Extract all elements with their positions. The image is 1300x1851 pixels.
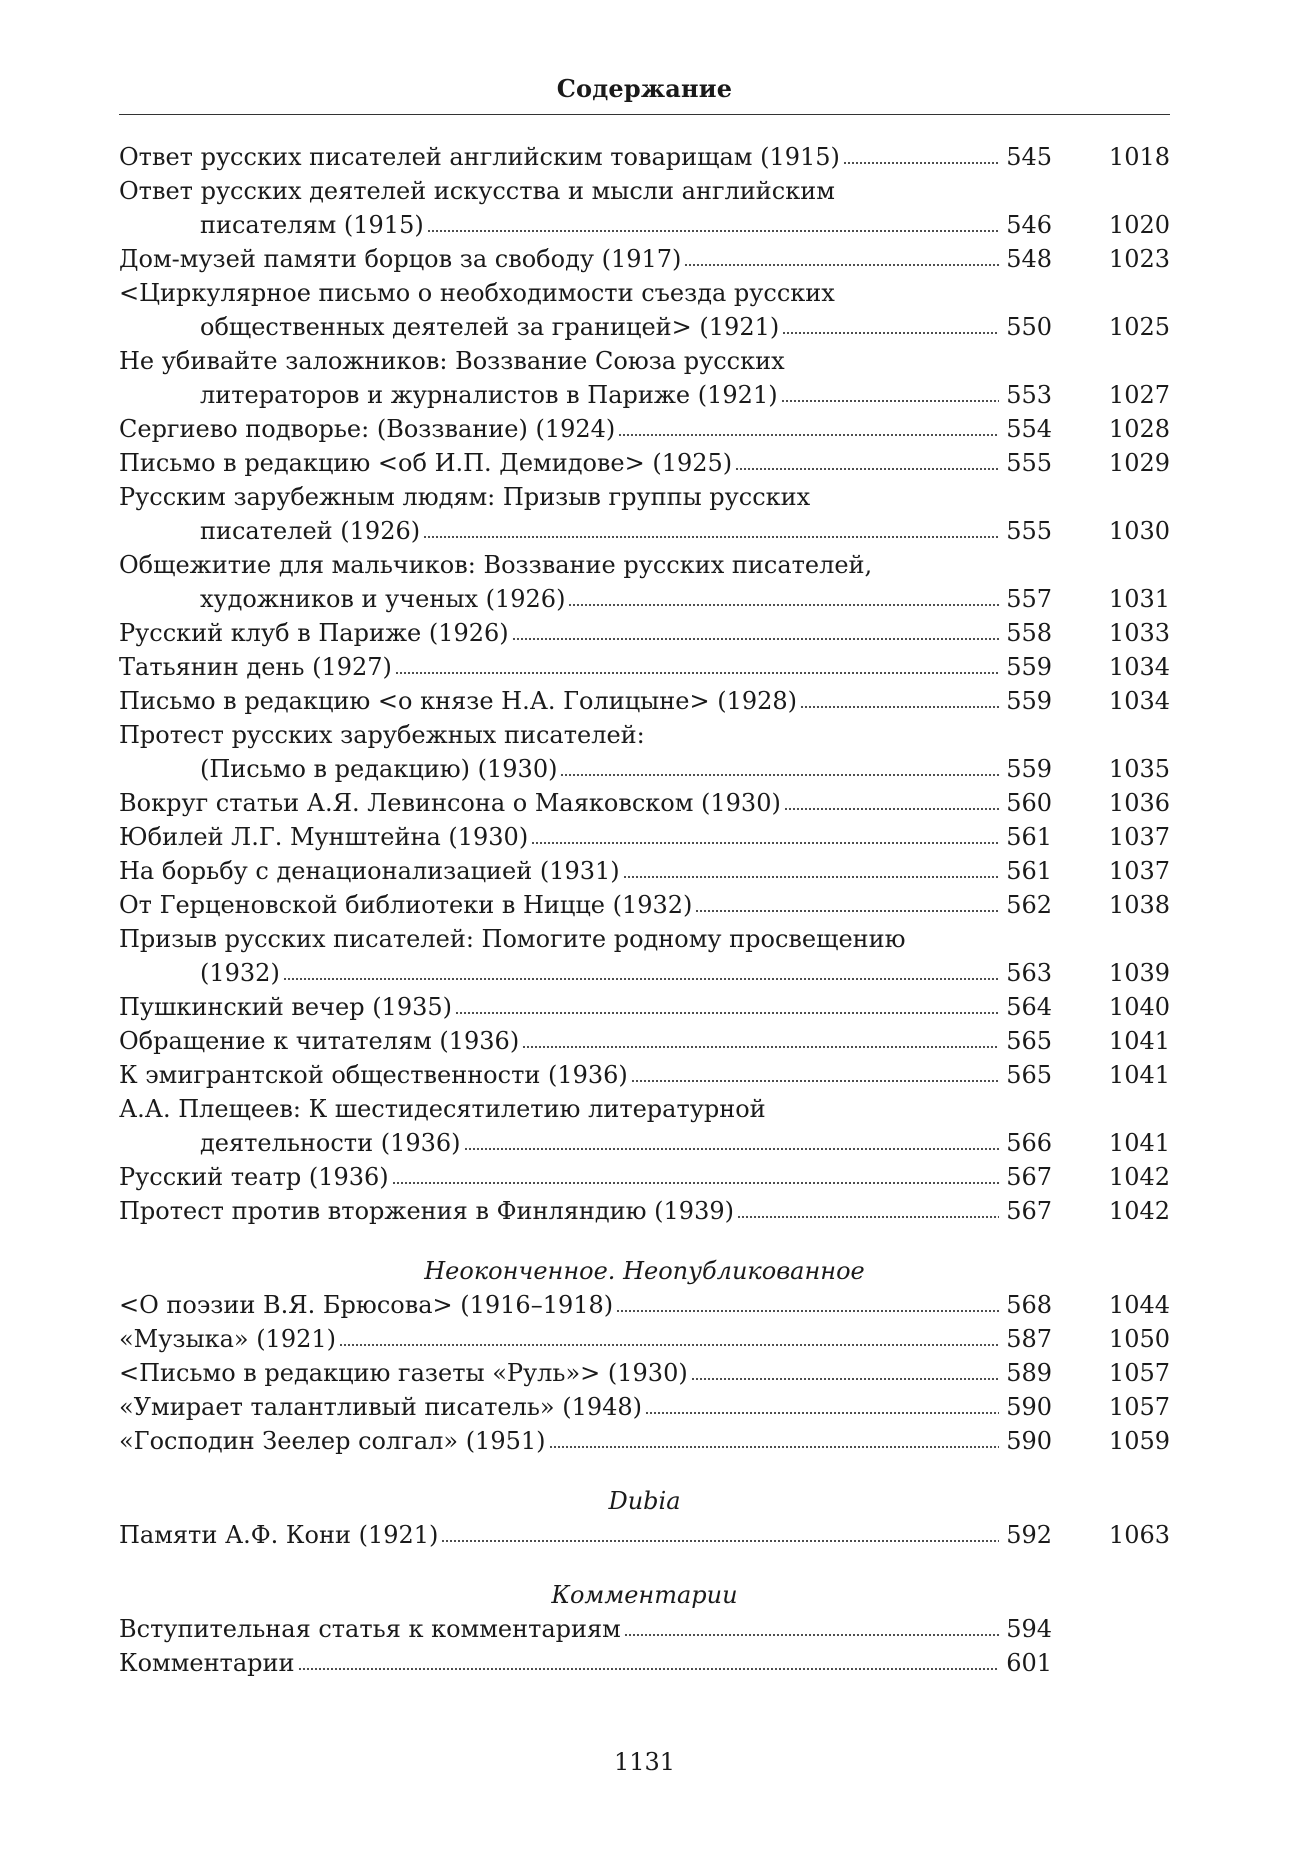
dot-leader (618, 429, 999, 437)
toc-page-number: 559 (1006, 755, 1052, 783)
toc-commentary-page-number: 1041 (1108, 1129, 1170, 1157)
toc-entry-line (119, 616, 1170, 650)
toc-entry-line (119, 446, 1170, 480)
toc-entry-title-line: Протест русских зарубежных писателей: (119, 721, 645, 749)
toc-commentary-page-number: 1050 (1108, 1325, 1170, 1353)
toc-entry-line (119, 650, 1170, 684)
dot-leader (800, 701, 999, 709)
dot-leader (395, 667, 999, 675)
toc-entry-title: Письмо в редакцию <об И.П. Демидове> (1925) (119, 449, 733, 477)
toc-entry[interactable] (119, 1160, 1170, 1194)
toc-entry[interactable] (119, 820, 1170, 854)
dot-leader (645, 1407, 999, 1415)
toc-entry-title: Юбилей Л.Г. Мунштейна (1930) (119, 823, 529, 851)
toc-commentary-page-number: 1031 (1108, 585, 1170, 613)
toc-commentary-page-number: 1042 (1108, 1197, 1170, 1225)
toc-entry-title: Ответ русских писателей английским товарищам (1915) (119, 143, 840, 171)
toc-page-number: 559 (1006, 653, 1052, 681)
toc-entry[interactable] (119, 1058, 1170, 1092)
toc-entry[interactable] (119, 854, 1170, 888)
toc-entry[interactable] (119, 1612, 1170, 1646)
toc-entry-line (119, 1024, 1170, 1058)
toc-entry-line (119, 1518, 1170, 1552)
toc-page-number: 562 (1006, 891, 1052, 919)
toc-entry-line (119, 752, 1170, 786)
toc-commentary-page-number: 1040 (1108, 993, 1170, 1021)
toc-commentary-page-number: 1023 (1108, 245, 1170, 273)
toc-entry[interactable] (119, 446, 1170, 480)
toc-entry-line (119, 1194, 1170, 1228)
dot-leader (531, 837, 999, 845)
toc-entry-title: <Письмо в редакцию газеты «Руль»> (1930) (119, 1359, 688, 1387)
toc-entry[interactable] (119, 1390, 1170, 1424)
toc-page-number: 550 (1006, 313, 1052, 341)
toc-entry-title-line: Русским зарубежным людям: Призыв группы русских (119, 483, 811, 511)
toc-entry[interactable] (119, 1194, 1170, 1228)
toc-entry-line (119, 378, 1170, 412)
toc-entry[interactable] (119, 786, 1170, 820)
dot-leader (624, 1629, 999, 1637)
toc-entry-title: «Умирает талантливый писатель» (1948) (119, 1393, 643, 1421)
toc-entry-line (119, 1646, 1170, 1680)
toc-entry[interactable] (119, 1424, 1170, 1458)
toc-entry-line (119, 140, 1170, 174)
dot-leader (455, 1007, 999, 1015)
toc-entry-title: литераторов и журналистов в Париже (1921) (200, 381, 778, 409)
toc-entry-line (119, 1424, 1170, 1458)
toc-commentary-page-number: 1034 (1108, 687, 1170, 715)
toc-entry-title: Татьянин день (1927) (119, 653, 392, 681)
toc-entry-title: Русский театр (1936) (119, 1163, 389, 1191)
toc-commentary-page-number: 1033 (1108, 619, 1170, 647)
toc-commentary-page-number: 1028 (1108, 415, 1170, 443)
dot-leader (781, 395, 999, 403)
toc-entry-title: Пушкинский вечер (1935) (119, 993, 452, 1021)
toc-entry[interactable] (119, 1092, 1170, 1160)
document-page (119, 0, 1170, 1851)
toc-entry-title: Вокруг статьи А.Я. Левинсона о Маяковском (1930) (119, 789, 781, 817)
toc-commentary-page-number: 1038 (1108, 891, 1170, 919)
toc-entry-line (119, 242, 1170, 276)
toc-entry-title: писателям (1915) (200, 211, 424, 239)
dot-leader (623, 871, 999, 879)
toc-entry[interactable] (119, 888, 1170, 922)
toc-entry-title: (Письмо в редакцию) (1930) (200, 755, 558, 783)
toc-commentary-page-number: 1029 (1108, 449, 1170, 477)
toc-page-number: 560 (1006, 789, 1052, 817)
section-gap (119, 1458, 1170, 1484)
toc-page-number: 592 (1006, 1521, 1052, 1549)
page-number: 1131 (613, 1748, 676, 1776)
toc-entry-title: К эмигрантской общественности (1936) (119, 1061, 628, 1089)
toc-page-number: 568 (1006, 1291, 1052, 1319)
dot-leader (392, 1177, 999, 1185)
dot-leader (737, 1211, 999, 1219)
toc-entry-title: От Герценовской библиотеки в Ницце (1932) (119, 891, 693, 919)
toc-commentary-page-number: 1034 (1108, 653, 1170, 681)
dot-leader (616, 1305, 999, 1313)
toc-entry[interactable] (119, 480, 1170, 548)
section-gap (119, 1552, 1170, 1578)
toc-commentary-page-number: 1030 (1108, 517, 1170, 545)
toc-commentary-page-number: 1020 (1108, 211, 1170, 239)
dot-leader (784, 803, 999, 811)
toc-entry-line (119, 888, 1170, 922)
toc-page-number: 567 (1006, 1163, 1052, 1191)
toc-entry-title-line: А.А. Плещеев: К шестидесятилетию литературной (119, 1095, 766, 1123)
toc-page-number: 594 (1006, 1615, 1052, 1643)
dot-leader (339, 1339, 999, 1347)
toc-commentary-page-number: 1036 (1108, 789, 1170, 817)
toc-page-number: 559 (1006, 687, 1052, 715)
toc-entry[interactable] (119, 1024, 1170, 1058)
toc-entry-line (119, 1612, 1170, 1646)
toc-entry-title-line: Призыв русских писателей: Помогите родному просвещению (119, 925, 906, 953)
toc-entry-line (119, 990, 1170, 1024)
toc-entry[interactable] (119, 276, 1170, 344)
toc-entry[interactable] (119, 344, 1170, 412)
toc-commentary-page-number: 1027 (1108, 381, 1170, 409)
toc-entry-title: Письмо в редакцию <о князе Н.А. Голицыне> (1928) (119, 687, 798, 715)
toc-entry[interactable] (119, 718, 1170, 786)
toc-page-number: 566 (1006, 1129, 1052, 1157)
toc-page-number: 590 (1006, 1427, 1052, 1455)
toc-page-number: 558 (1006, 619, 1052, 647)
toc-commentary-page-number: 1057 (1108, 1359, 1170, 1387)
toc-entry-line (119, 310, 1170, 344)
toc-entry-title: <О поэзии В.Я. Брюсова> (1916–1918) (119, 1291, 614, 1319)
dot-leader (843, 157, 999, 165)
toc-page-number: 564 (1006, 993, 1052, 1021)
toc-entry-line (119, 1322, 1170, 1356)
dot-leader (691, 1373, 999, 1381)
table-of-contents (119, 140, 1170, 1680)
section-heading: Неоконченное. Неопубликованное (424, 1257, 865, 1285)
section-heading: Dubia (608, 1487, 681, 1515)
toc-entry[interactable] (119, 1356, 1170, 1390)
dot-leader (512, 633, 999, 641)
toc-commentary-page-number: 1044 (1108, 1291, 1170, 1319)
dot-leader (522, 1041, 999, 1049)
dot-leader (695, 905, 999, 913)
dot-leader (298, 1663, 1000, 1671)
toc-page-number: 561 (1006, 857, 1052, 885)
toc-page-number: 545 (1006, 143, 1052, 171)
toc-page-number: 567 (1006, 1197, 1052, 1225)
toc-commentary-page-number: 1041 (1108, 1027, 1170, 1055)
toc-entry-title: Памяти А.Ф. Кони (1921) (119, 1521, 439, 1549)
dot-leader (441, 1535, 999, 1543)
toc-entry-line (119, 208, 1170, 242)
toc-commentary-page-number: 1025 (1108, 313, 1170, 341)
toc-entry-line (119, 412, 1170, 446)
toc-entry-title-line: <Циркулярное письмо о необходимости съезда русских (119, 279, 835, 307)
running-header: Содержание (556, 74, 733, 103)
header-rule (119, 114, 1170, 115)
dot-leader (782, 327, 999, 335)
toc-entry-line (119, 582, 1170, 616)
toc-entry[interactable] (119, 1288, 1170, 1322)
toc-page-number: 589 (1006, 1359, 1052, 1387)
dot-leader (560, 769, 999, 777)
section-gap (119, 1228, 1170, 1254)
toc-entry-line (119, 684, 1170, 718)
toc-entry-title: писателей (1926) (200, 517, 421, 545)
toc-commentary-page-number: 1041 (1108, 1061, 1170, 1089)
toc-entry-title: Вступительная статья к комментариям (119, 1615, 621, 1643)
toc-commentary-page-number: 1063 (1108, 1521, 1170, 1549)
toc-page-number: 554 (1006, 415, 1052, 443)
toc-page-number: 563 (1006, 959, 1052, 987)
toc-entry[interactable] (119, 1322, 1170, 1356)
toc-page-number: 553 (1006, 381, 1052, 409)
toc-commentary-page-number: 1037 (1108, 823, 1170, 851)
toc-entry[interactable] (119, 140, 1170, 174)
toc-page-number: 565 (1006, 1061, 1052, 1089)
toc-commentary-page-number: 1035 (1108, 755, 1170, 783)
toc-entry-line (119, 956, 1170, 990)
toc-entry[interactable] (119, 1518, 1170, 1552)
toc-page-number: 601 (1006, 1649, 1052, 1677)
dot-leader (549, 1441, 1000, 1449)
toc-page-number: 565 (1006, 1027, 1052, 1055)
dot-leader (283, 973, 999, 981)
toc-page-number: 546 (1006, 211, 1052, 239)
toc-entry-title: «Музыка» (1921) (119, 1325, 336, 1353)
dot-leader (464, 1143, 999, 1151)
toc-entry-title: Обращение к читателям (1936) (119, 1027, 520, 1055)
toc-entry-title: Дом-музей памяти борцов за свободу (1917) (119, 245, 682, 273)
toc-page-number: 590 (1006, 1393, 1052, 1421)
toc-entry[interactable] (119, 242, 1170, 276)
toc-commentary-page-number: 1037 (1108, 857, 1170, 885)
toc-commentary-page-number: 1018 (1108, 143, 1170, 171)
toc-commentary-page-number: 1059 (1108, 1427, 1170, 1455)
toc-entry-title: Протест против вторжения в Финляндию (1939) (119, 1197, 734, 1225)
toc-entry-title: (1932) (200, 959, 280, 987)
toc-entry-title: деятельности (1936) (200, 1129, 461, 1157)
toc-entry[interactable] (119, 684, 1170, 718)
dot-leader (631, 1075, 999, 1083)
toc-entry-line (119, 514, 1170, 548)
toc-entry[interactable] (119, 616, 1170, 650)
toc-entry-line (119, 1288, 1170, 1322)
toc-entry-title: Сергиево подворье: (Воззвание) (1924) (119, 415, 616, 443)
toc-entry-line (119, 786, 1170, 820)
toc-page-number: 561 (1006, 823, 1052, 851)
toc-page-number: 555 (1006, 449, 1052, 477)
toc-entry[interactable] (119, 922, 1170, 990)
toc-entry-line (119, 1126, 1170, 1160)
section-heading: Комментарии (551, 1581, 738, 1609)
toc-entry[interactable] (119, 548, 1170, 616)
toc-page-number: 587 (1006, 1325, 1052, 1353)
toc-entry-title-line: Общежитие для мальчиков: Воззвание русских писателей, (119, 551, 873, 579)
toc-entry[interactable] (119, 990, 1170, 1024)
dot-leader (735, 463, 999, 471)
toc-entry-line (119, 1160, 1170, 1194)
toc-entry[interactable] (119, 1646, 1170, 1680)
toc-entry[interactable] (119, 650, 1170, 684)
toc-entry-line (119, 854, 1170, 888)
toc-entry-title-line: Ответ русских деятелей искусства и мысли английским (119, 177, 835, 205)
toc-page-number: 555 (1006, 517, 1052, 545)
toc-entry-line (119, 820, 1170, 854)
toc-page-number: 548 (1006, 245, 1052, 273)
toc-entry-title: художников и ученых (1926) (200, 585, 566, 613)
toc-entry-line (119, 1390, 1170, 1424)
toc-entry-line (119, 1356, 1170, 1390)
toc-entry-title: На борьбу с денационализацией (1931) (119, 857, 620, 885)
toc-entry-line (119, 1058, 1170, 1092)
toc-commentary-page-number: 1042 (1108, 1163, 1170, 1191)
toc-commentary-page-number: 1057 (1108, 1393, 1170, 1421)
toc-entry[interactable] (119, 174, 1170, 242)
toc-entry[interactable] (119, 412, 1170, 446)
toc-entry-title: Комментарии (119, 1649, 295, 1677)
toc-entry-title: «Господин Зеелер солгал» (1951) (119, 1427, 546, 1455)
dot-leader (568, 599, 999, 607)
dot-leader (427, 225, 999, 233)
toc-page-number: 557 (1006, 585, 1052, 613)
toc-commentary-page-number: 1039 (1108, 959, 1170, 987)
toc-entry-title: общественных деятелей за границей> (1921) (200, 313, 780, 341)
toc-entry-title: Русский клуб в Париже (1926) (119, 619, 509, 647)
dot-leader (423, 531, 999, 539)
toc-entry-title-line: Не убивайте заложников: Воззвание Союза русских (119, 347, 785, 375)
dot-leader (684, 259, 999, 267)
